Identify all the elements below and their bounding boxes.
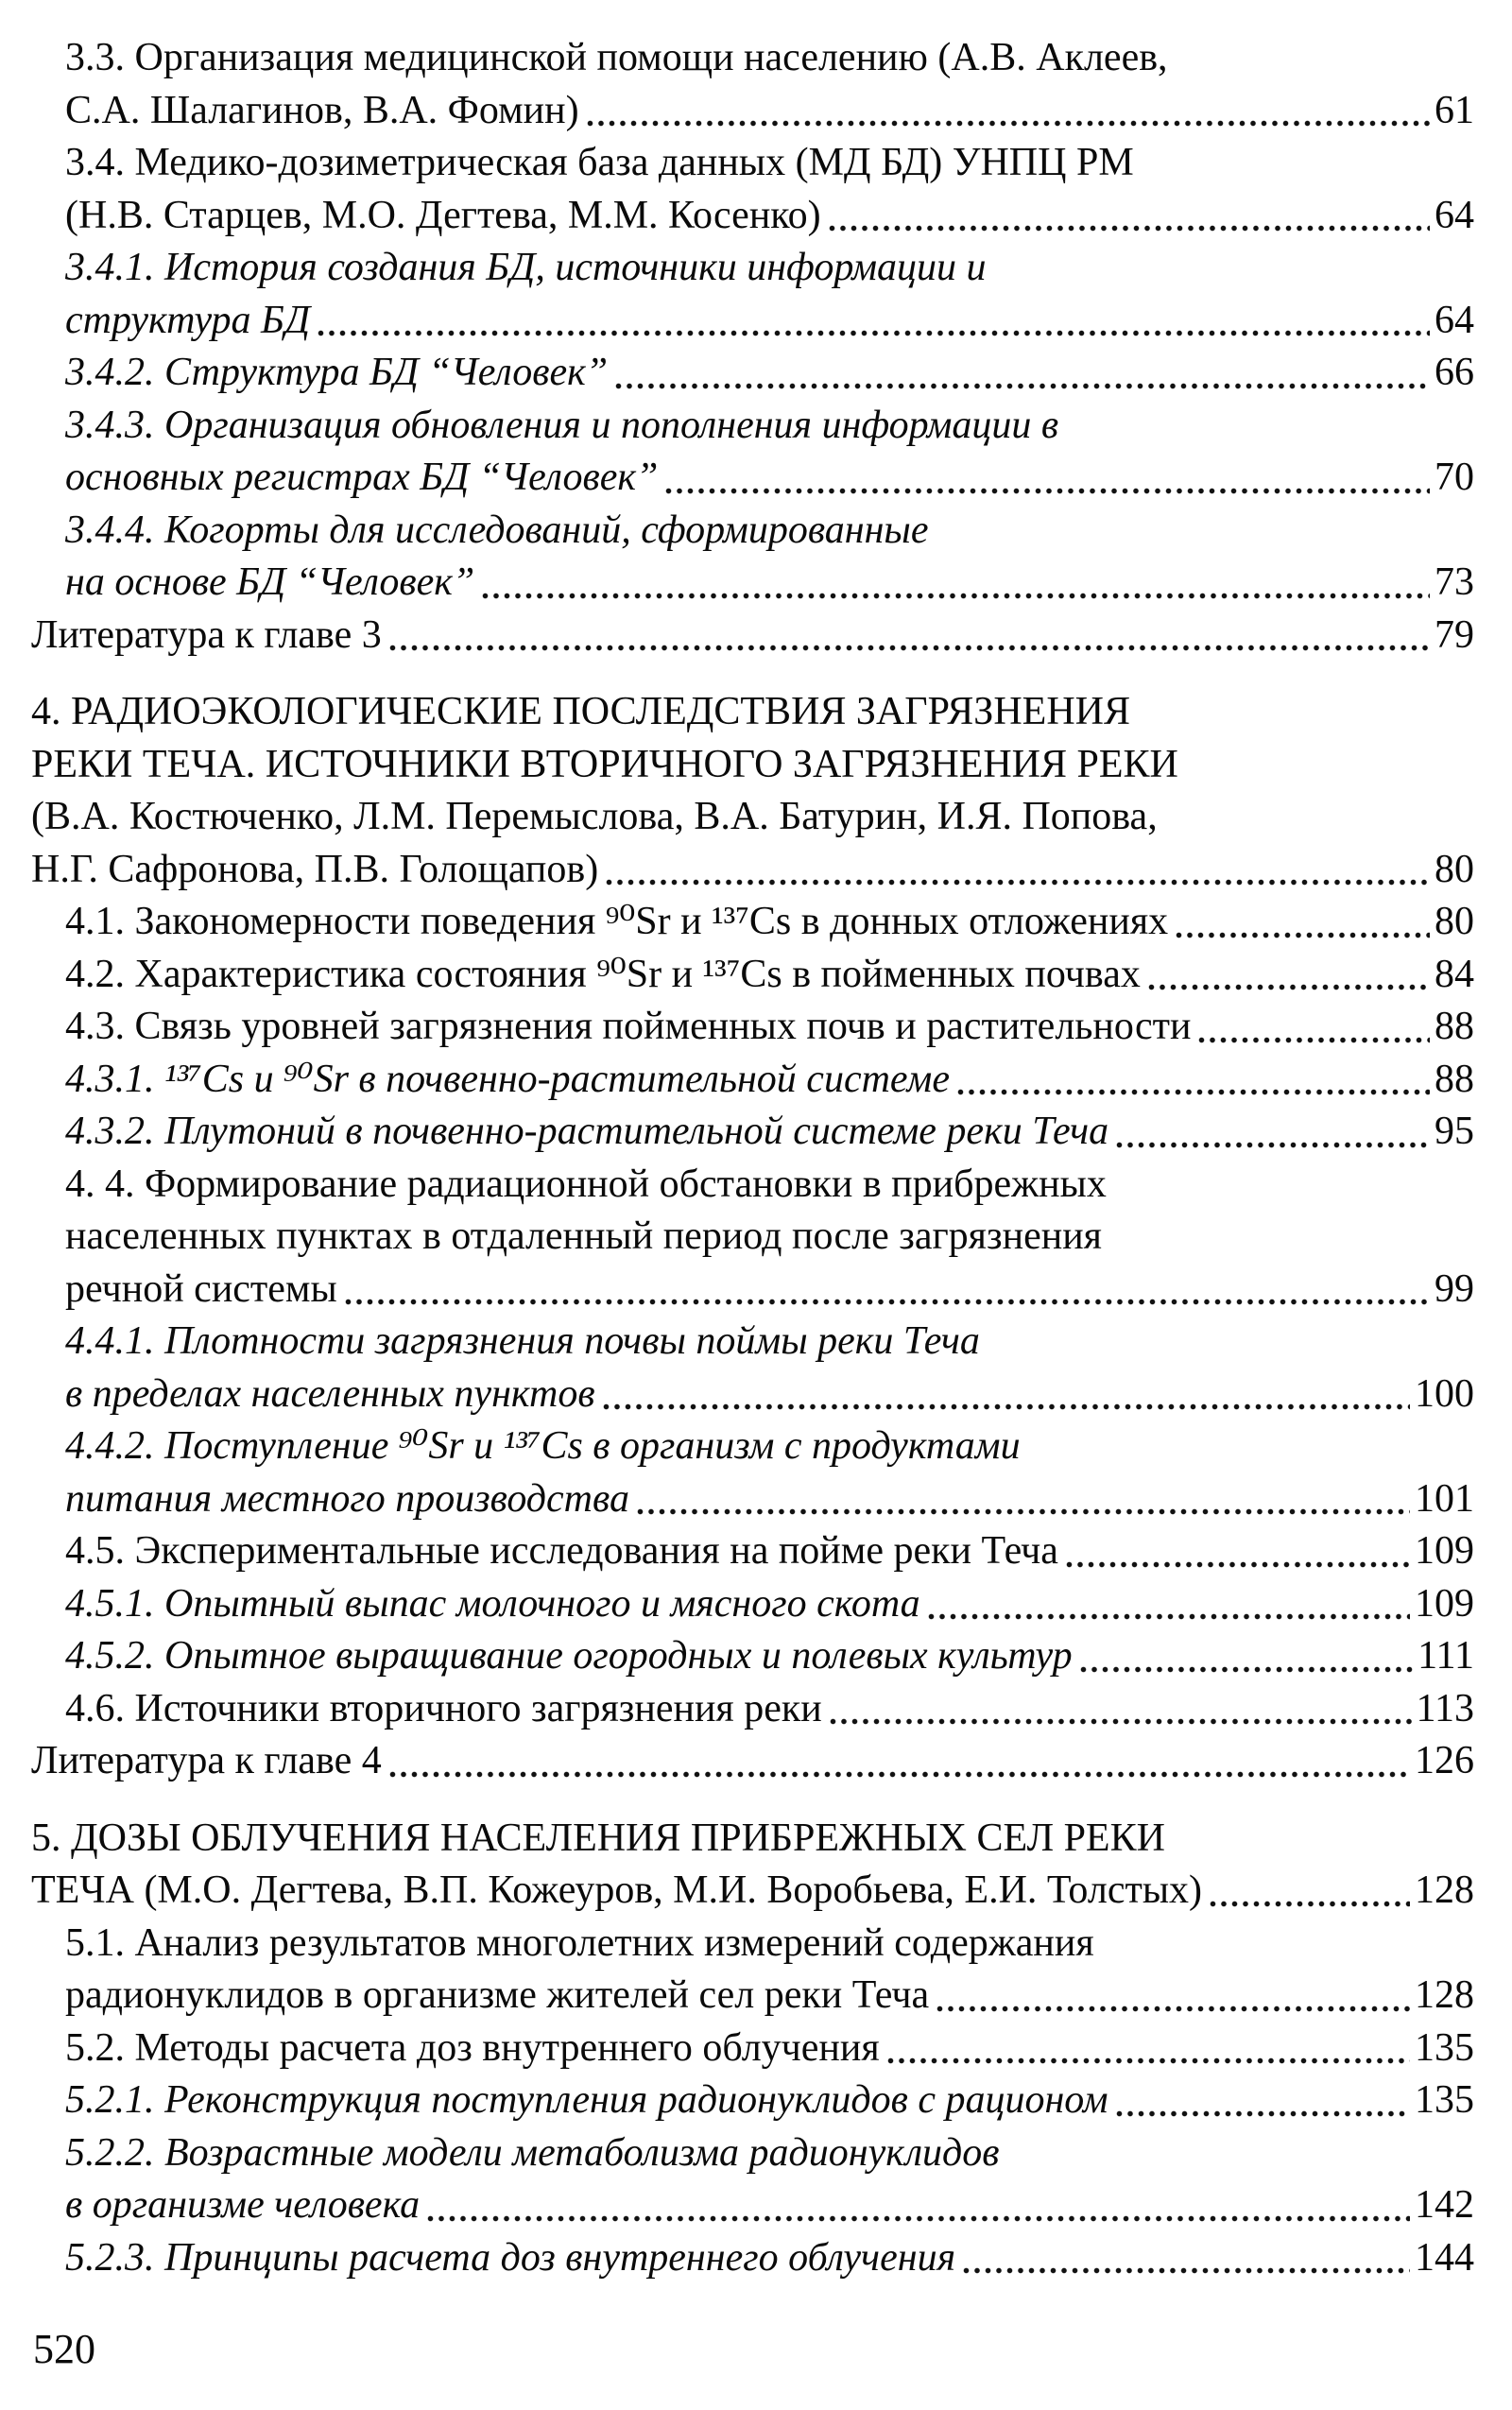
toc-entry-text: 5.2.3. Принципы расчета доз внутреннего облучения xyxy=(65,2235,956,2280)
toc-entry-text: питания местного производства xyxy=(65,1476,629,1521)
toc-entry-page-number: 100 xyxy=(1415,1371,1474,1416)
toc-entry xyxy=(31,1264,1474,1317)
toc-entry-page-number: 113 xyxy=(1416,1686,1474,1730)
dot-leader xyxy=(887,2057,1410,2064)
toc-entry xyxy=(31,400,1474,453)
toc-entry-text: радионуклидов в организме жителей сел реки Теча xyxy=(65,1973,930,2017)
toc-entry xyxy=(31,452,1474,505)
toc-entry-text: 5.2.1. Реконструкция поступления радионуклидов с рационом xyxy=(65,2078,1108,2122)
dot-leader xyxy=(1148,984,1430,990)
toc-entry-text: 5.2. Методы расчета доз внутреннего облучения xyxy=(65,2025,880,2070)
toc-entry-page-number: 79 xyxy=(1435,612,1474,657)
toc-entry-text: населенных пунктах в отдаленный период после загрязнения xyxy=(65,1214,1102,1258)
toc-entry-page-number: 109 xyxy=(1415,1581,1474,1626)
toc-entry-text: в пределах населенных пунктов xyxy=(65,1371,595,1416)
toc-entry-page-number: 135 xyxy=(1415,2025,1474,2070)
dot-leader xyxy=(1066,1561,1410,1568)
toc-entry xyxy=(31,2179,1474,2232)
toc-entry-page-number: 128 xyxy=(1415,1973,1474,2017)
toc-entry-page-number: 73 xyxy=(1435,560,1474,604)
toc-entry xyxy=(31,1525,1474,1578)
toc-entries xyxy=(31,32,1474,2284)
toc-entry xyxy=(31,1683,1474,1736)
toc-entry xyxy=(31,1735,1474,1788)
toc-entry-text: 5. ДОЗЫ ОБЛУЧЕНИЯ НАСЕЛЕНИЯ ПРИБРЕЖНЫХ СЕЛ РЕКИ xyxy=(31,1816,1165,1860)
toc-entry-text: 4.3. Связь уровней загрязнения пойменных почв и растительности xyxy=(65,1005,1192,1048)
toc-entry xyxy=(31,1316,1474,1369)
toc-entry-page-number: 80 xyxy=(1435,900,1474,943)
toc-entry-page-number: 80 xyxy=(1435,847,1474,891)
dot-leader xyxy=(1210,1901,1410,1907)
dot-leader xyxy=(389,1771,1410,1778)
toc-entry-text: 3.4.1. История создания БД, источники информации и xyxy=(65,246,987,289)
toc-entry-text: 4.3.1. ¹³⁷Cs и ⁹⁰Sr в почвенно-растительной системе xyxy=(65,1057,950,1101)
toc-entry-text: 4. РАДИОЭКОЛОГИЧЕСКИЕ ПОСЛЕДСТВИЯ ЗАГРЯЗНЕНИЯ xyxy=(31,690,1130,733)
toc-entry xyxy=(31,2074,1474,2127)
toc-entry-text: (Н.В. Старцев, М.О. Дегтева, М.М. Косенко) xyxy=(65,193,821,237)
toc-entry-text: структура БД xyxy=(65,298,311,342)
dot-leader xyxy=(603,1403,1410,1410)
toc-entry xyxy=(31,1369,1474,1421)
toc-entry-text: 3.4.3. Организация обновления и пополнения информации в xyxy=(65,403,1059,447)
toc-entry xyxy=(31,1970,1474,2023)
toc-entry-text: 3.4. Медико-дозиметрическая база данных (МД БД) УНПЦ РМ xyxy=(65,141,1134,184)
toc-entry xyxy=(31,2023,1474,2075)
toc-entry xyxy=(31,2232,1474,2285)
toc-entry xyxy=(31,347,1474,400)
dot-leader xyxy=(587,120,1430,127)
toc-entry-text: Н.Г. Сафронова, П.В. Голощапов) xyxy=(31,847,599,891)
dot-leader xyxy=(1080,1666,1414,1673)
toc-entry-text: в организме человека xyxy=(65,2183,421,2227)
toc-entry-text: 4.5.1. Опытный выпас молочного и мясного скота xyxy=(65,1581,920,1626)
toc-entry-text: (В.А. Костюченко, Л.М. Перемыслова, В.А. Батурин, И.Я. Попова, xyxy=(31,795,1158,838)
toc-entry-text: 4.2. Характеристика состояния ⁹⁰Sr и ¹³⁷Cs в пойменных почвах xyxy=(65,952,1141,996)
dot-leader xyxy=(637,1508,1410,1515)
toc-entry-page-number: 66 xyxy=(1435,351,1474,394)
toc-entry-text: 4.5.2. Опытное выращивание огородных и полевых культур xyxy=(65,1634,1073,1678)
toc-entry-text: 4.5. Экспериментальные исследования на пойме реки Теча xyxy=(65,1529,1058,1573)
toc-entry xyxy=(31,1578,1474,1631)
dot-leader xyxy=(936,2005,1410,2012)
dot-leader xyxy=(830,1718,1412,1725)
toc-entry-text: 4.6. Источники вторичного загрязнения реки xyxy=(65,1686,822,1730)
toc-entry-page-number: 111 xyxy=(1418,1634,1474,1678)
toc-entry xyxy=(31,844,1474,897)
toc-entry-text: 4.4.2. Поступление ⁹⁰Sr и ¹³⁷Cs в организм с продуктами xyxy=(65,1424,1021,1468)
toc-entry xyxy=(31,686,1474,739)
toc-entry xyxy=(31,190,1474,243)
dot-leader xyxy=(1198,1037,1430,1043)
toc-entry-text: 3.4.2. Структура БД “Человек” xyxy=(65,351,609,394)
toc-entry-text: на основе БД “Человек” xyxy=(65,560,475,604)
toc-entry xyxy=(31,137,1474,190)
toc-entry-text: 5.2.2. Возрастные модели метаболизма радионуклидов xyxy=(65,2130,1000,2175)
toc-entry-page-number: 95 xyxy=(1435,1110,1474,1153)
toc-entry-page-number: 135 xyxy=(1415,2078,1474,2122)
toc-entry-text: 5.1. Анализ результатов многолетних измерений содержания xyxy=(65,1920,1094,1965)
toc-entry xyxy=(31,557,1474,610)
toc-entry xyxy=(31,791,1474,844)
toc-entry xyxy=(31,1473,1474,1526)
dot-leader xyxy=(963,2267,1410,2274)
toc-entry-page-number: 109 xyxy=(1415,1529,1474,1573)
toc-entry-text: Литература к главе 4 xyxy=(31,1739,382,1782)
toc-entry xyxy=(31,2127,1474,2180)
toc-entry xyxy=(31,1918,1474,1971)
dot-leader xyxy=(1116,1142,1430,1148)
dot-leader xyxy=(345,1299,1430,1305)
toc-entry xyxy=(31,1630,1474,1683)
toc-entry-text: ТЕЧА (М.О. Дегтева, В.П. Кожеуров, М.И. Воробьева, Е.И. Толстых) xyxy=(31,1868,1203,1912)
dot-leader xyxy=(957,1089,1430,1095)
toc-entry xyxy=(31,1420,1474,1473)
toc-entry xyxy=(31,32,1474,85)
toc-entry-page-number: 99 xyxy=(1435,1266,1474,1311)
dot-leader xyxy=(1176,932,1430,938)
toc-entry xyxy=(31,896,1474,949)
toc-entry-text: 4.1. Закономерности поведения ⁹⁰Sr и ¹³⁷Cs в донных отложениях xyxy=(65,900,1169,943)
toc-entry-page-number: 88 xyxy=(1435,1005,1474,1048)
toc-entry xyxy=(31,610,1474,663)
toc-entry xyxy=(31,242,1474,295)
toc-entry-text: речной системы xyxy=(65,1266,337,1311)
toc-entry xyxy=(31,505,1474,558)
dot-leader xyxy=(829,225,1430,232)
toc-entry xyxy=(31,85,1474,138)
toc-entry-page-number: 64 xyxy=(1435,193,1474,237)
toc-entry xyxy=(31,739,1474,792)
dot-leader xyxy=(1116,2110,1410,2117)
toc-entry-text: 4. 4. Формирование радиационной обстановки в прибрежных xyxy=(65,1162,1107,1206)
toc-entry-page-number: 126 xyxy=(1415,1739,1474,1782)
toc-entry xyxy=(31,1865,1474,1918)
toc-entry-page-number: 84 xyxy=(1435,952,1474,996)
toc-entry-text: 3.4.4. Когорты для исследований, сформированные xyxy=(65,508,929,552)
toc-entry-text: РЕКИ ТЕЧА. ИСТОЧНИКИ ВТОРИЧНОГО ЗАГРЯЗНЕНИЯ РЕКИ xyxy=(31,742,1178,786)
footer-page-number: 520 xyxy=(33,2326,95,2372)
toc-entry xyxy=(31,1001,1474,1054)
toc-entry xyxy=(31,1054,1474,1107)
toc-entry-page-number: 144 xyxy=(1415,2235,1474,2280)
toc-entry-text: основных регистрах БД “Человек” xyxy=(65,456,659,499)
toc-entry-page-number: 64 xyxy=(1435,298,1474,342)
toc-entry-page-number: 101 xyxy=(1415,1476,1474,1521)
dot-leader xyxy=(928,1613,1410,1620)
toc-entry xyxy=(31,295,1474,348)
dot-leader xyxy=(318,330,1430,336)
toc-entry-page-number: 61 xyxy=(1435,88,1474,132)
toc-entry-text: 3.3. Организация медицинской помощи населению (А.В. Аклеев, xyxy=(65,36,1168,79)
toc-entry-text: 4.3.2. Плутоний в почвенно-растительной системе реки Теча xyxy=(65,1110,1109,1153)
toc-entry xyxy=(31,1813,1474,1866)
toc-entry-text: 4.4.1. Плотности загрязнения почвы поймы реки Теча xyxy=(65,1319,980,1363)
dot-leader xyxy=(427,2215,1410,2222)
dot-leader xyxy=(606,879,1430,886)
toc-entry-page-number: 88 xyxy=(1435,1057,1474,1101)
dot-leader xyxy=(482,593,1430,599)
toc-entry-page-number: 142 xyxy=(1415,2183,1474,2227)
toc-entry-text: С.А. Шалагинов, В.А. Фомин) xyxy=(65,88,579,132)
toc-entry-text: Литература к главе 3 xyxy=(31,612,382,657)
toc-entry xyxy=(31,1106,1474,1159)
toc-entry xyxy=(31,1159,1474,1212)
toc-entry-page-number: 128 xyxy=(1415,1868,1474,1912)
dot-leader xyxy=(665,488,1430,494)
toc-entry xyxy=(31,949,1474,1002)
toc-entry xyxy=(31,1211,1474,1264)
toc-entry-page-number: 70 xyxy=(1435,456,1474,499)
dot-leader xyxy=(615,383,1430,389)
dot-leader xyxy=(389,645,1430,651)
